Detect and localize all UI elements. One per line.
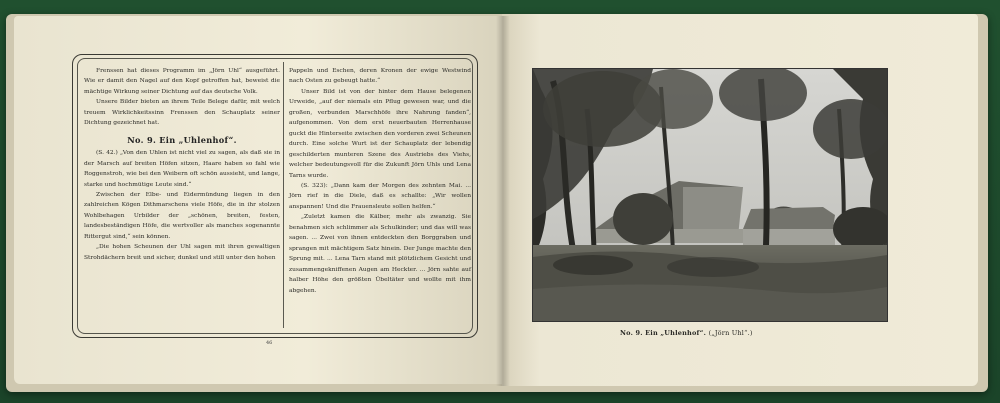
paragraph: (S. 42.) „Von den Uhlen ist nicht viel zu sagen, als daß sie in der Marsch auf breiten Höfen sitzen, Haare haben so fahl wie Roggenstroh, wie bei den Weibern oft schön aussieht, und lange, starke und hochmütige Leute sind.“ (84, 150, 280, 188)
farmstead-photo (532, 68, 888, 322)
book-gutter (496, 16, 510, 386)
paragraph: „Zuletzt kamen die Kälber, mehr als zwanzig. Sie benahmen sich schlimmer als Schulkinder; und das will was sagen. ... Zwei von ihnen entdeckten den Borggraben und sprangen mit mächtigem Satz hinein. Der Junge machte den Sprung mit. ... Lena Tarn stand mit plötzlichem Gesicht und zusammengekniffenen Augen am Heckter. ... Jörn sahte auf halber Höhe den größten Übeltäter und wollte mit ihm abgehen. (289, 214, 471, 294)
photo-illustration (533, 69, 887, 321)
paragraph: Zwischen der Elbe- und Eidermündung liegen in den zahlreichen Kögen Dithmarschens viele Höfe, die in ihr stolzen Wohlbehagen Urbilder der „schönen, breiten, festen, landesbeständigen Höfe, die wertvoller als manches sogenannte Rittergut sind,“ sein können. (84, 191, 280, 240)
section-heading: No. 9. Ein „Uhlenhof“. (127, 134, 237, 145)
paragraph: Unser Bild ist von der hinter dem Hause belegenen Urweide, „auf der niemals ein Pflug gewesen war, und die großen, verbunden Marschhöfe ihre Nahrung fanden“, aufgenommen. Von dem erst neuerbauten Herrenhause guckt die Hinterseite zwischen den vorderen zwei Scheunen durch. Eine solche Wurt ist der Schauplatz der lebendig geschilderten munteren Szene des Austriebs des Viehs, welcher bedeutungsvoll für die Zukunft Jörn Uhls und Lena Tarns wurde. (289, 88, 471, 179)
caption-title: No. 9. Ein „Uhlenhof“. (620, 329, 707, 337)
photo-caption (620, 329, 753, 337)
paragraph: Frenssen hat dieses Programm im „Jörn Uhl“ ausgeführt. Wie er damit den Nagel auf den Kopf getroffen hat, beweist die mächtige Wirkung seiner Dichtung auf das deutsche Volk. (84, 68, 280, 95)
text-column-left (84, 66, 280, 263)
caption-source: („Jörn Uhl“.) (708, 329, 753, 337)
page-number: 46 (266, 340, 273, 346)
paragraph: Pappeln und Eschen, deren Kronen der ewige Westwind nach Osten zu gebeugt hatte.“ (289, 68, 471, 85)
paragraph: (S. 323): „Dann kam der Morgen des zehnten Mai. ... Jörn rief in die Diele, daß es schallte: „Wir wollen anspannen! Und die Frauensleute sollen helfen.“ (289, 182, 471, 210)
paragraph: „Die hohen Scheunen der Uhl sagen mit ihren gewaltigen Strohdächern breit und sicher, dunkel und still unter den hohen (84, 244, 280, 261)
paragraph: Unsere Bilder bieten an ihrem Teile Belege dafür, mit welch treuem Wirklichkeitssinn Frenssen den Schauplatz seiner Dichtung gezeichnet hat. (84, 99, 280, 127)
text-column-right (289, 66, 471, 296)
column-divider (283, 62, 284, 328)
